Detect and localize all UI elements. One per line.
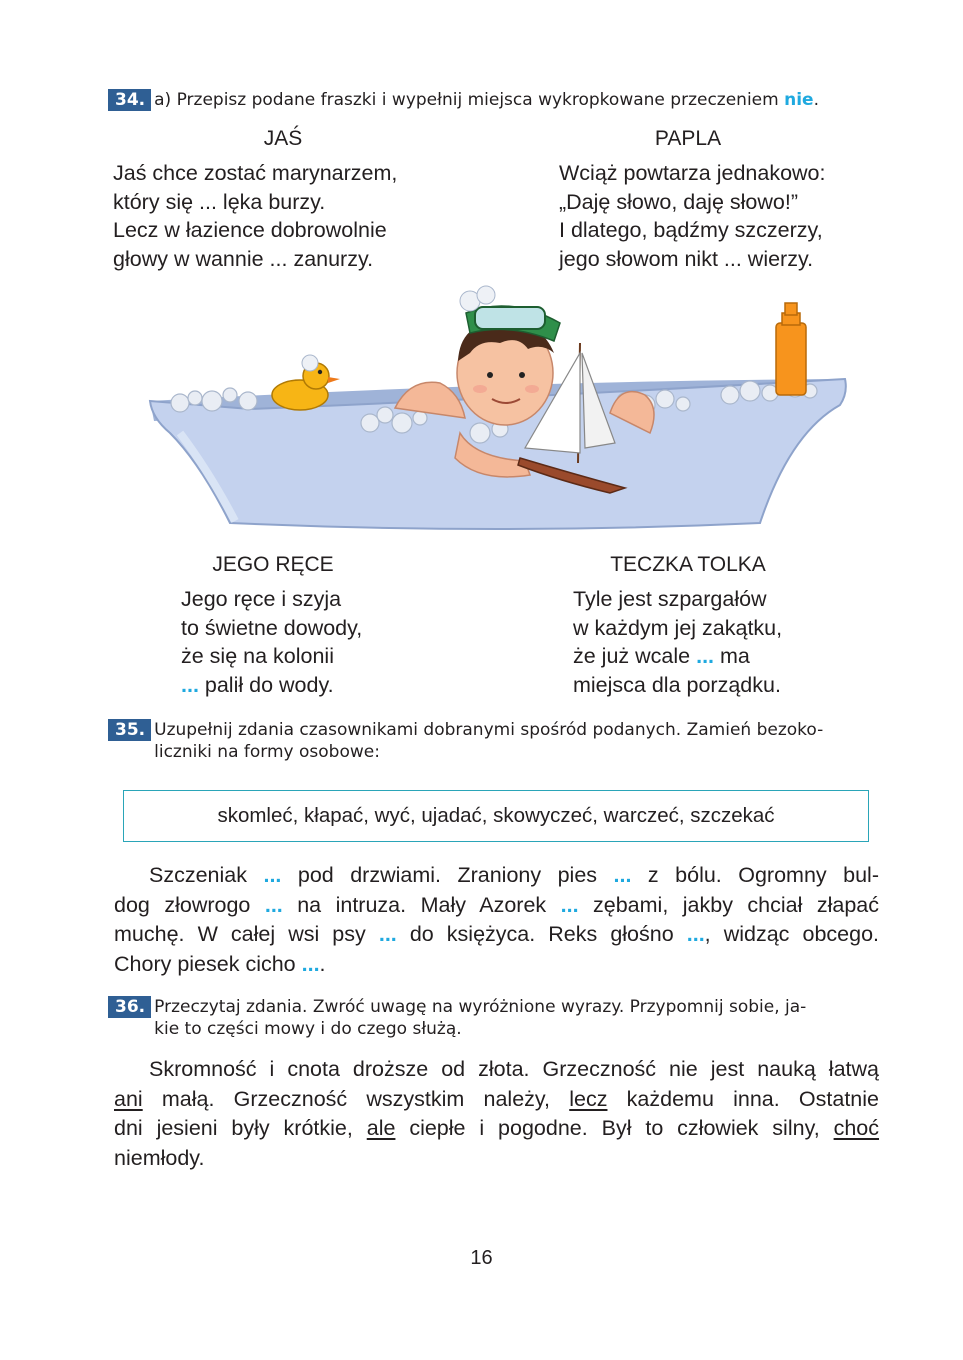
text-line: dog złowrogo ... na intruza. Mały Azorek ... zębami, jakby chciał złapać [114,892,879,917]
poem-line: głowy w wannie ... zanurzy. [113,246,374,271]
text-line: niemłody. [114,1145,205,1170]
task-instruction: Przeczytaj zdania. Zwróć uwagę na wyróżnione wyrazy. Przypomnij sobie, ja- kie to części mowy i do czego służą. [154,997,807,1039]
poem-line: I dlatego, bądźmy szczerzy, [559,218,823,242]
task-35-text [114,861,879,979]
text-line: Chory piesek cicho .... [114,951,326,976]
poem-line: Jego ręce i szyja [181,587,342,611]
blank-dots: ... [181,672,199,697]
poem-line: że już wcale ... ma [573,644,750,668]
text-line: ani małą. Grzeczność wszystkim należy, lecz każdemu inna. Ostatnie [114,1086,879,1111]
poem-line: że się na kolonii [181,644,334,668]
poem-line: Lecz w łazience dobrowolnie [113,218,387,242]
task-number-badge: 34. [108,89,151,111]
task-35-header [108,719,880,763]
blank-dots: ... [264,892,283,917]
blank-dots: ... [696,644,715,668]
task-36-header [108,996,880,1040]
task-number-badge: 35. [108,719,151,741]
underlined-word: ale [366,1116,396,1140]
blank-dots: ... [560,892,579,917]
underlined-word: choć [833,1116,880,1140]
poem-jas [113,159,397,273]
poem-title: TECZKA TOLKA [610,553,766,576]
task-36-text [114,1055,879,1173]
blank-dots: ... [263,863,282,887]
poem-line: miejsca dla porządku. [573,672,781,697]
poem-line: to świetne dowody, [181,615,363,640]
shampoo-bottle-icon [776,303,806,395]
blank-dots: ... [378,922,397,946]
poem-line: Tyle jest szpargałów [573,587,767,611]
poem-line: który się ... lęka burzy. [113,189,326,214]
task-instruction: Uzupełnij zdania czasownikami dobranymi spośród podanych. Zamień bezoko- liczniki na formy osobowe: [154,720,824,762]
poem-jego-rece [181,585,362,699]
poem-title: JEGO RĘCE [212,553,334,576]
poem-title: PAPLA [654,127,722,150]
task-number-badge: 36. [108,996,151,1018]
boy-in-bathtub-illustration [140,283,860,533]
text-line: dni jesieni były krótkie, ale ciepłe i pogodne. Był to człowiek silny, choć [114,1116,880,1140]
poem-line: Wciąż powtarza jednakowo: [559,161,826,185]
text-line: muchę. W całej wsi psy ... do księżyca. Reks głośno ..., widząc obcego. [114,922,879,946]
blank-dots: ... [686,922,705,946]
task-instruction: a) Przepisz podane fraszki i wypełnij miejsca wykropkowane przeczeniem nie. [154,90,819,110]
task-34-header [108,89,819,111]
poem-teczka-tolka [573,585,782,699]
poem-line: w każdym jej zakątku, [573,615,783,640]
poem-line: jego słowom nikt ... wierzy. [559,246,814,271]
underlined-word: ani [114,1086,143,1111]
poem-papla [559,159,825,273]
text-line: Szczeniak ... pod drzwiami. Zraniony pies ... z bólu. Ogromny bul- [149,863,879,887]
verb-list-box [123,790,869,842]
blank-dots: ... [613,863,632,887]
poem-line: „Daję słowo, daję słowo!” [559,189,798,214]
verb-list: skomleć, kłapać, wyć, ujadać, skowyczeć, warczeć, szczekać [217,804,775,827]
poem-title: JAŚ [263,127,303,150]
blank-dots: ... [301,951,320,976]
text-line: Skromność i cnota droższe od złota. Grzeczność nie jest nauką łatwą [149,1057,879,1081]
poem-line: ... palił do wody. [181,672,334,697]
poem-line: Jaś chce zostać marynarzem, [113,161,398,185]
underlined-word: lecz [569,1086,608,1111]
highlighted-word: nie [784,90,814,110]
page-number: 16 [470,1247,493,1269]
